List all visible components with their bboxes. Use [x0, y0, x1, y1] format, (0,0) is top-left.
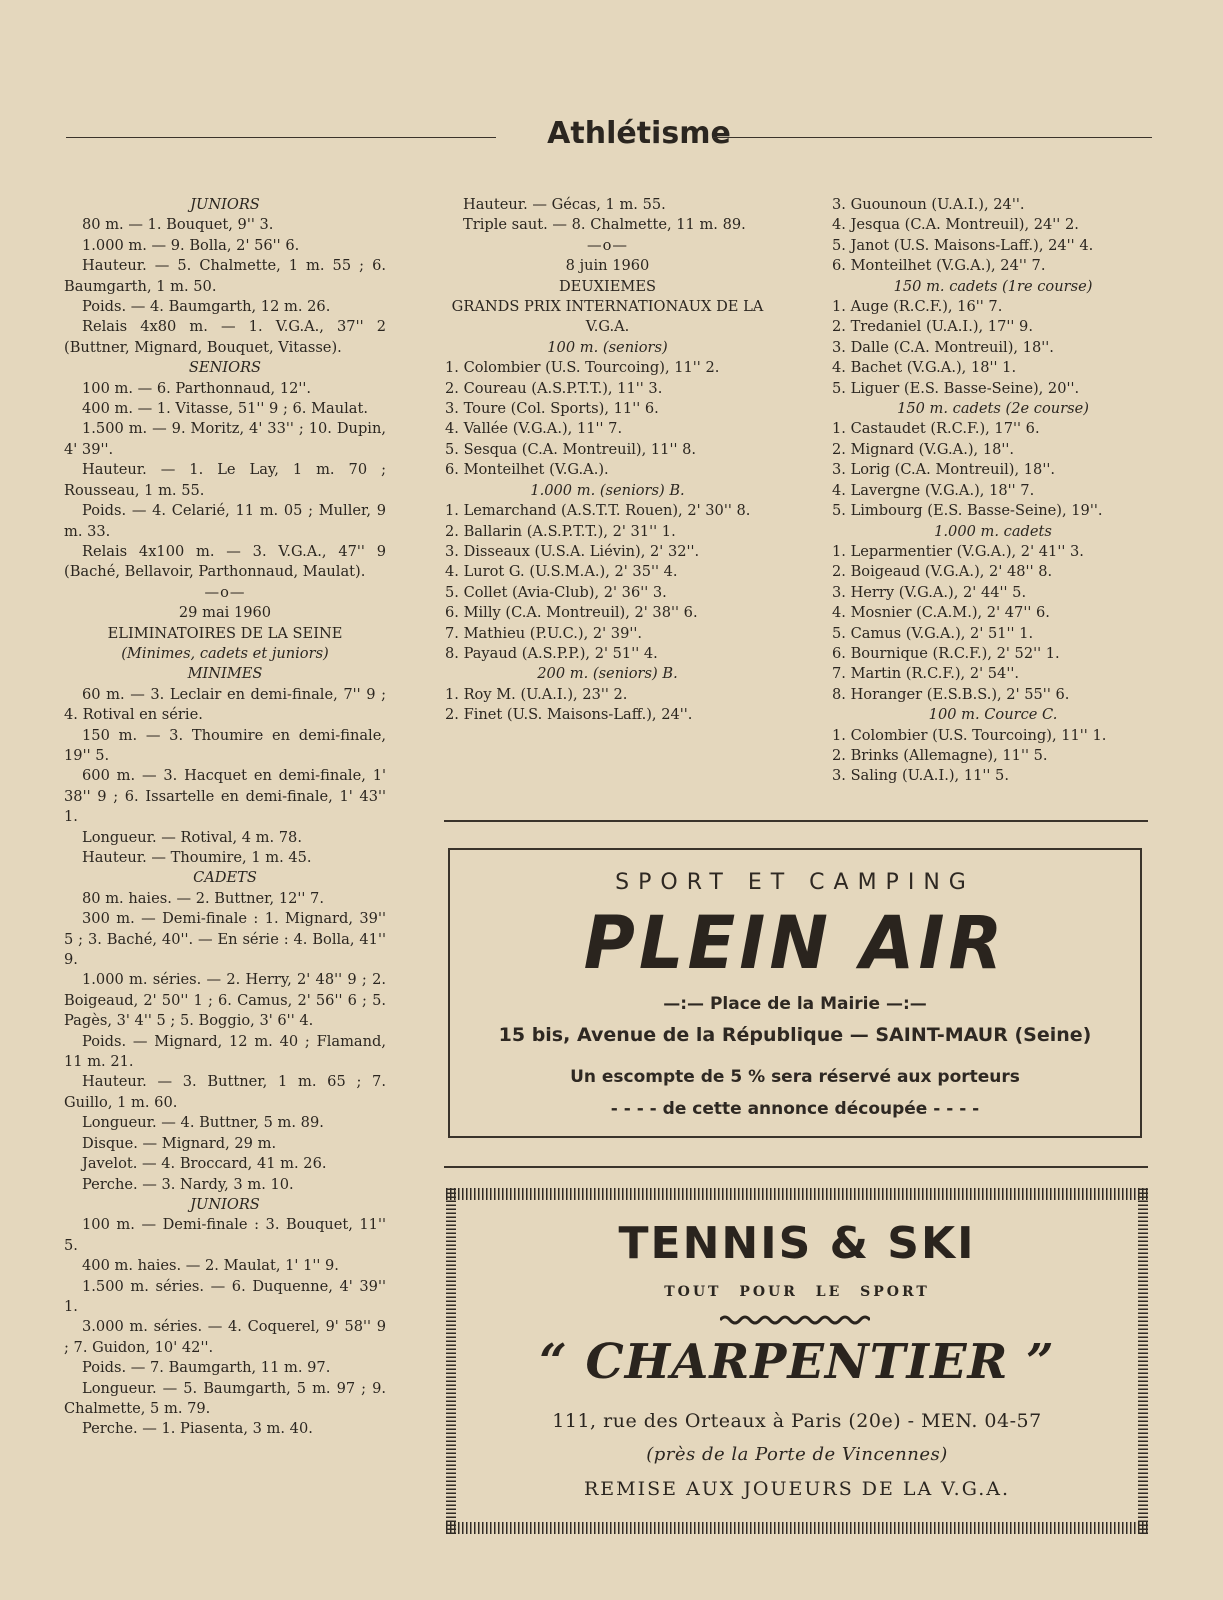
result-line: Hauteur. — 5. Chalmette, 1 m. 55 ; 6. Baumgarth, 1 m. 50. — [64, 257, 386, 295]
result-line: 400 m. haies. — 2. Maulat, 1' 1'' 9. — [82, 1257, 339, 1275]
plein-air-advertisement — [448, 848, 1142, 1138]
result-line: 150 m. — 3. Thoumire en demi-finale, 19'' 5. — [64, 726, 386, 764]
result-line: 300 m. — Demi-finale : 1. Mignard, 39'' 5 ; 3. Baché, 40''. — En série : 4. Bolla, 41'' 9. — [64, 910, 386, 969]
result-line: 2. Coureau (A.S.P.T.T.), 11'' 3. — [445, 379, 663, 397]
result-line: CADETS — [193, 869, 257, 887]
results-column-3 — [832, 195, 1154, 787]
result-line: 2. Mignard (V.G.A.), 18''. — [832, 440, 1015, 458]
tennis-ski-advertisement — [446, 1188, 1148, 1534]
result-line: 100 m. Cource C. — [928, 706, 1058, 724]
result-line: Relais 4x80 m. — 1. V.G.A., 37'' 2 (Buttner, Mignard, Bouquet, Vitasse). — [64, 318, 386, 356]
ad-tagline: TOUT POUR LE SPORT — [664, 1284, 930, 1300]
result-line: 3. Guounoun (U.A.I.), 24''. — [832, 196, 1025, 213]
result-line: 150 m. cadets (1re course) — [893, 277, 1093, 295]
result-line: 80 m. haies. — 2. Buttner, 12'' 7. — [82, 889, 324, 907]
result-line: —o— — [587, 236, 628, 254]
result-line: 1. Colombier (U.S. Tourcoing), 11'' 2. — [445, 359, 720, 377]
ad-coupon-note: - - - - de cette annonce découpée - - - - — [610, 1099, 980, 1119]
section-title: Athlétisme — [547, 116, 731, 151]
result-line: 8 juin 1960 — [565, 257, 650, 275]
result-line: 8. Horanger (E.S.B.S.), 2' 55'' 6. — [832, 685, 1070, 703]
result-line: Poids. — Mignard, 12 m. 40 ; Flamand, 11 m. 21. — [64, 1032, 386, 1071]
result-line: Javelot. — 4. Broccard, 41 m. 26. — [82, 1155, 327, 1173]
hatched-border-top — [446, 1188, 1148, 1200]
result-line: Triple saut. — 8. Chalmette, 11 m. 89. — [463, 216, 746, 234]
ad-brand: PLEIN AIR — [583, 899, 1007, 987]
result-line: 1. Roy M. (U.A.I.), 23'' 2. — [445, 685, 628, 703]
result-line: 3. Herry (V.G.A.), 2' 44'' 5. — [832, 583, 1027, 601]
result-line: JUNIORS — [190, 1195, 260, 1213]
result-line: 7. Martin (R.C.F.), 2' 54''. — [832, 665, 1019, 683]
hatched-border-bottom — [446, 1522, 1148, 1534]
divider-rule — [444, 820, 1148, 822]
result-line: 3. Saling (U.A.I.), 11'' 5. — [832, 767, 1009, 785]
result-line: 5. Collet (Avia-Club), 2' 36'' 3. — [445, 583, 667, 601]
result-line: 5. Liguer (E.S. Basse-Seine), 20''. — [832, 379, 1080, 397]
result-line: GRANDS PRIX INTERNATIONAUX DE LA V.G.A. — [451, 298, 764, 336]
result-line: 4. Jesqua (C.A. Montreuil), 24'' 2. — [832, 216, 1079, 234]
result-line: 150 m. cadets (2e course) — [897, 400, 1089, 418]
result-line: JUNIORS — [190, 196, 260, 213]
result-line: Hauteur. — Gécas, 1 m. 55. — [463, 196, 666, 213]
result-line: 1.000 m. séries. — 2. Herry, 2' 48'' 9 ; 2. Boigeaud, 2' 50'' 1 ; 6. Camus, 2' 56'' 6 ; 5. Pagès, 3' 4'' 5 ; 5. Boggio, 3' 6'' 4. — [64, 971, 386, 1030]
result-line: 6. Milly (C.A. Montreuil), 2' 38'' 6. — [445, 604, 698, 622]
result-line: 1.500 m. séries. — 6. Duquenne, 4' 39'' 1. — [64, 1277, 386, 1315]
result-line: 4. Vallée (V.G.A.), 11'' 7. — [445, 420, 623, 438]
result-line: 4. Lavergne (V.G.A.), 18'' 7. — [832, 481, 1035, 499]
result-line: Hauteur. — 3. Buttner, 1 m. 65 ; 7. Guillo, 1 m. 60. — [64, 1073, 386, 1111]
result-line: 1.000 m. — 9. Bolla, 2' 56'' 6. — [82, 236, 300, 254]
result-line: Relais 4x100 m. — 3. V.G.A., 47'' 9 (Baché, Bellavoir, Parthonnaud, Maulat). — [64, 542, 386, 581]
result-line: 2. Ballarin (A.S.P.T.T.), 2' 31'' 1. — [445, 522, 676, 540]
result-line: 100 m. — Demi-finale : 3. Bouquet, 11'' 5. — [64, 1216, 386, 1254]
result-line: 3. Lorig (C.A. Montreuil), 18''. — [832, 461, 1056, 479]
result-line: Hauteur. — Thoumire, 1 m. 45. — [82, 849, 312, 866]
result-line: 6. Monteilhet (V.G.A.), 24'' 7. — [832, 257, 1046, 275]
result-line: 3. Disseaux (U.S.A. Liévin), 2' 32''. — [445, 542, 700, 560]
result-line: 1. Castaudet (R.C.F.), 17'' 6. — [832, 420, 1040, 438]
result-line: 1. Lemarchand (A.S.T.T. Rouen), 2' 30'' 8. — [445, 502, 751, 520]
results-column-2 — [445, 195, 770, 726]
result-line: 5. Sesqua (C.A. Montreuil), 11'' 8. — [445, 440, 697, 458]
result-line: 2. Tredaniel (U.A.I.), 17'' 9. — [832, 318, 1033, 336]
section-header — [66, 112, 1152, 162]
divider-rule — [444, 1166, 1148, 1168]
result-line: 2. Brinks (Allemagne), 11'' 5. — [832, 746, 1048, 764]
result-line: 4. Lurot G. (U.S.M.A.), 2' 35'' 4. — [445, 563, 678, 581]
ad-landmark: (près de la Porte de Vincennes) — [646, 1444, 948, 1465]
result-line: Poids. — 4. Baumgarth, 12 m. 26. — [82, 298, 331, 316]
result-line: Perche. — 3. Nardy, 3 m. 10. — [82, 1175, 294, 1193]
result-line: Hauteur. — 1. Le Lay, 1 m. 70 ; Rousseau, 1 m. 55. — [64, 461, 386, 499]
result-line: Disque. — Mignard, 29 m. — [82, 1134, 277, 1152]
result-line: 400 m. — 1. Vitasse, 51'' 9 ; 6. Maulat. — [82, 400, 369, 418]
ad-location: —:— Place de la Mairie —:— — [663, 994, 927, 1014]
result-line: 600 m. — 3. Hacquet en demi-finale, 1' 38'' 9 ; 6. Issartelle en demi-finale, 1' 43'' 1. — [64, 767, 386, 826]
result-line: 1. Leparmentier (V.G.A.), 2' 41'' 3. — [832, 542, 1084, 560]
result-line: 3. Toure (Col. Sports), 11'' 6. — [445, 400, 659, 418]
result-line: Poids. — 4. Celarié, 11 m. 05 ; Muller, 9 m. 33. — [64, 502, 386, 540]
result-line: 100 m. — 6. Parthonnaud, 12''. — [82, 379, 312, 397]
result-line: SENIORS — [188, 359, 262, 377]
result-line: 3. Dalle (C.A. Montreuil), 18''. — [832, 338, 1054, 356]
result-line: 5. Limbourg (E.S. Basse-Seine), 19''. — [832, 502, 1103, 520]
result-line: 1.000 m. (seniors) B. — [530, 481, 685, 499]
result-line: 100 m. (seniors) — [547, 338, 668, 356]
result-line: 2. Finet (U.S. Maisons-Laff.), 24''. — [445, 706, 693, 724]
result-line: 5. Janot (U.S. Maisons-Laff.), 24'' 4. — [832, 236, 1094, 254]
result-line: 6. Bournique (R.C.F.), 2' 52'' 1. — [832, 644, 1060, 662]
result-line: Perche. — 1. Piasenta, 3 m. 40. — [82, 1420, 313, 1438]
result-line: (Minimes, cadets et juniors) — [121, 644, 329, 662]
ad-kicker: SPORT ET CAMPING — [615, 870, 975, 895]
result-line: 60 m. — 3. Leclair en demi-finale, 7'' 9 ; 4. Rotival en série. — [64, 685, 386, 724]
result-line: 29 mai 1960 — [178, 604, 272, 622]
result-line: 200 m. (seniors) B. — [537, 665, 678, 683]
header-rule-left — [66, 137, 496, 138]
ad-shop-name: TENNIS & SKI — [618, 1218, 976, 1269]
result-line: 6. Monteilhet (V.G.A.). — [445, 461, 609, 479]
results-column-1 — [64, 195, 386, 1440]
result-line: 80 m. — 1. Bouquet, 9'' 3. — [82, 216, 274, 234]
ad-discount: REMISE AUX JOUEURS DE LA V.G.A. — [583, 1478, 1011, 1500]
ad-address: 15 bis, Avenue de la République — SAINT-MAUR (Seine) — [498, 1024, 1092, 1046]
result-line: 7. Mathieu (P.U.C.), 2' 39''. — [445, 624, 643, 642]
result-line: ELIMINATOIRES DE LA SEINE — [107, 624, 343, 642]
result-line: 3.000 m. séries. — 4. Coquerel, 9' 58'' 9 ; 7. Guidon, 10' 42''. — [64, 1318, 386, 1356]
result-line: 1. Auge (R.C.F.), 16'' 7. — [832, 298, 1003, 316]
result-line: Longueur. — 4. Buttner, 5 m. 89. — [82, 1114, 324, 1132]
result-line: Longueur. — 5. Baumgarth, 5 m. 97 ; 9. Chalmette, 5 m. 79. — [64, 1379, 386, 1417]
result-line: 1. Colombier (U.S. Tourcoing), 11'' 1. — [832, 726, 1107, 744]
result-line: 2. Boigeaud (V.G.A.), 2' 48'' 8. — [832, 563, 1053, 581]
result-line: —o— — [204, 583, 246, 601]
result-line: Longueur. — Rotival, 4 m. 78. — [82, 828, 302, 846]
result-line: MINIMES — [187, 665, 263, 683]
header-rule-right — [712, 137, 1152, 138]
result-line: 8. Payaud (A.S.P.P.), 2' 51'' 4. — [445, 644, 658, 662]
result-line: 4. Mosnier (C.A.M.), 2' 47'' 6. — [832, 604, 1050, 622]
result-line: 1.500 m. — 9. Moritz, 4' 33'' ; 10. Dupin, 4' 39''. — [64, 420, 386, 458]
result-line: Poids. — 7. Baumgarth, 11 m. 97. — [82, 1359, 331, 1377]
ad-address: 111, rue des Orteaux à Paris (20e) - MEN. 04-57 — [552, 1410, 1042, 1432]
result-line: 5. Camus (V.G.A.), 2' 51'' 1. — [832, 624, 1034, 642]
result-line: DEUXIEMES — [558, 277, 657, 295]
ad-owner-name: “ CHARPENTIER ” — [539, 1334, 1055, 1390]
wave-ornament-icon — [720, 1312, 870, 1328]
ad-discount: Un escompte de 5 % sera réservé aux porteurs — [570, 1067, 1020, 1087]
result-line: 4. Bachet (V.G.A.), 18'' 1. — [832, 359, 1017, 377]
result-line: 1.000 m. cadets — [934, 522, 1052, 540]
